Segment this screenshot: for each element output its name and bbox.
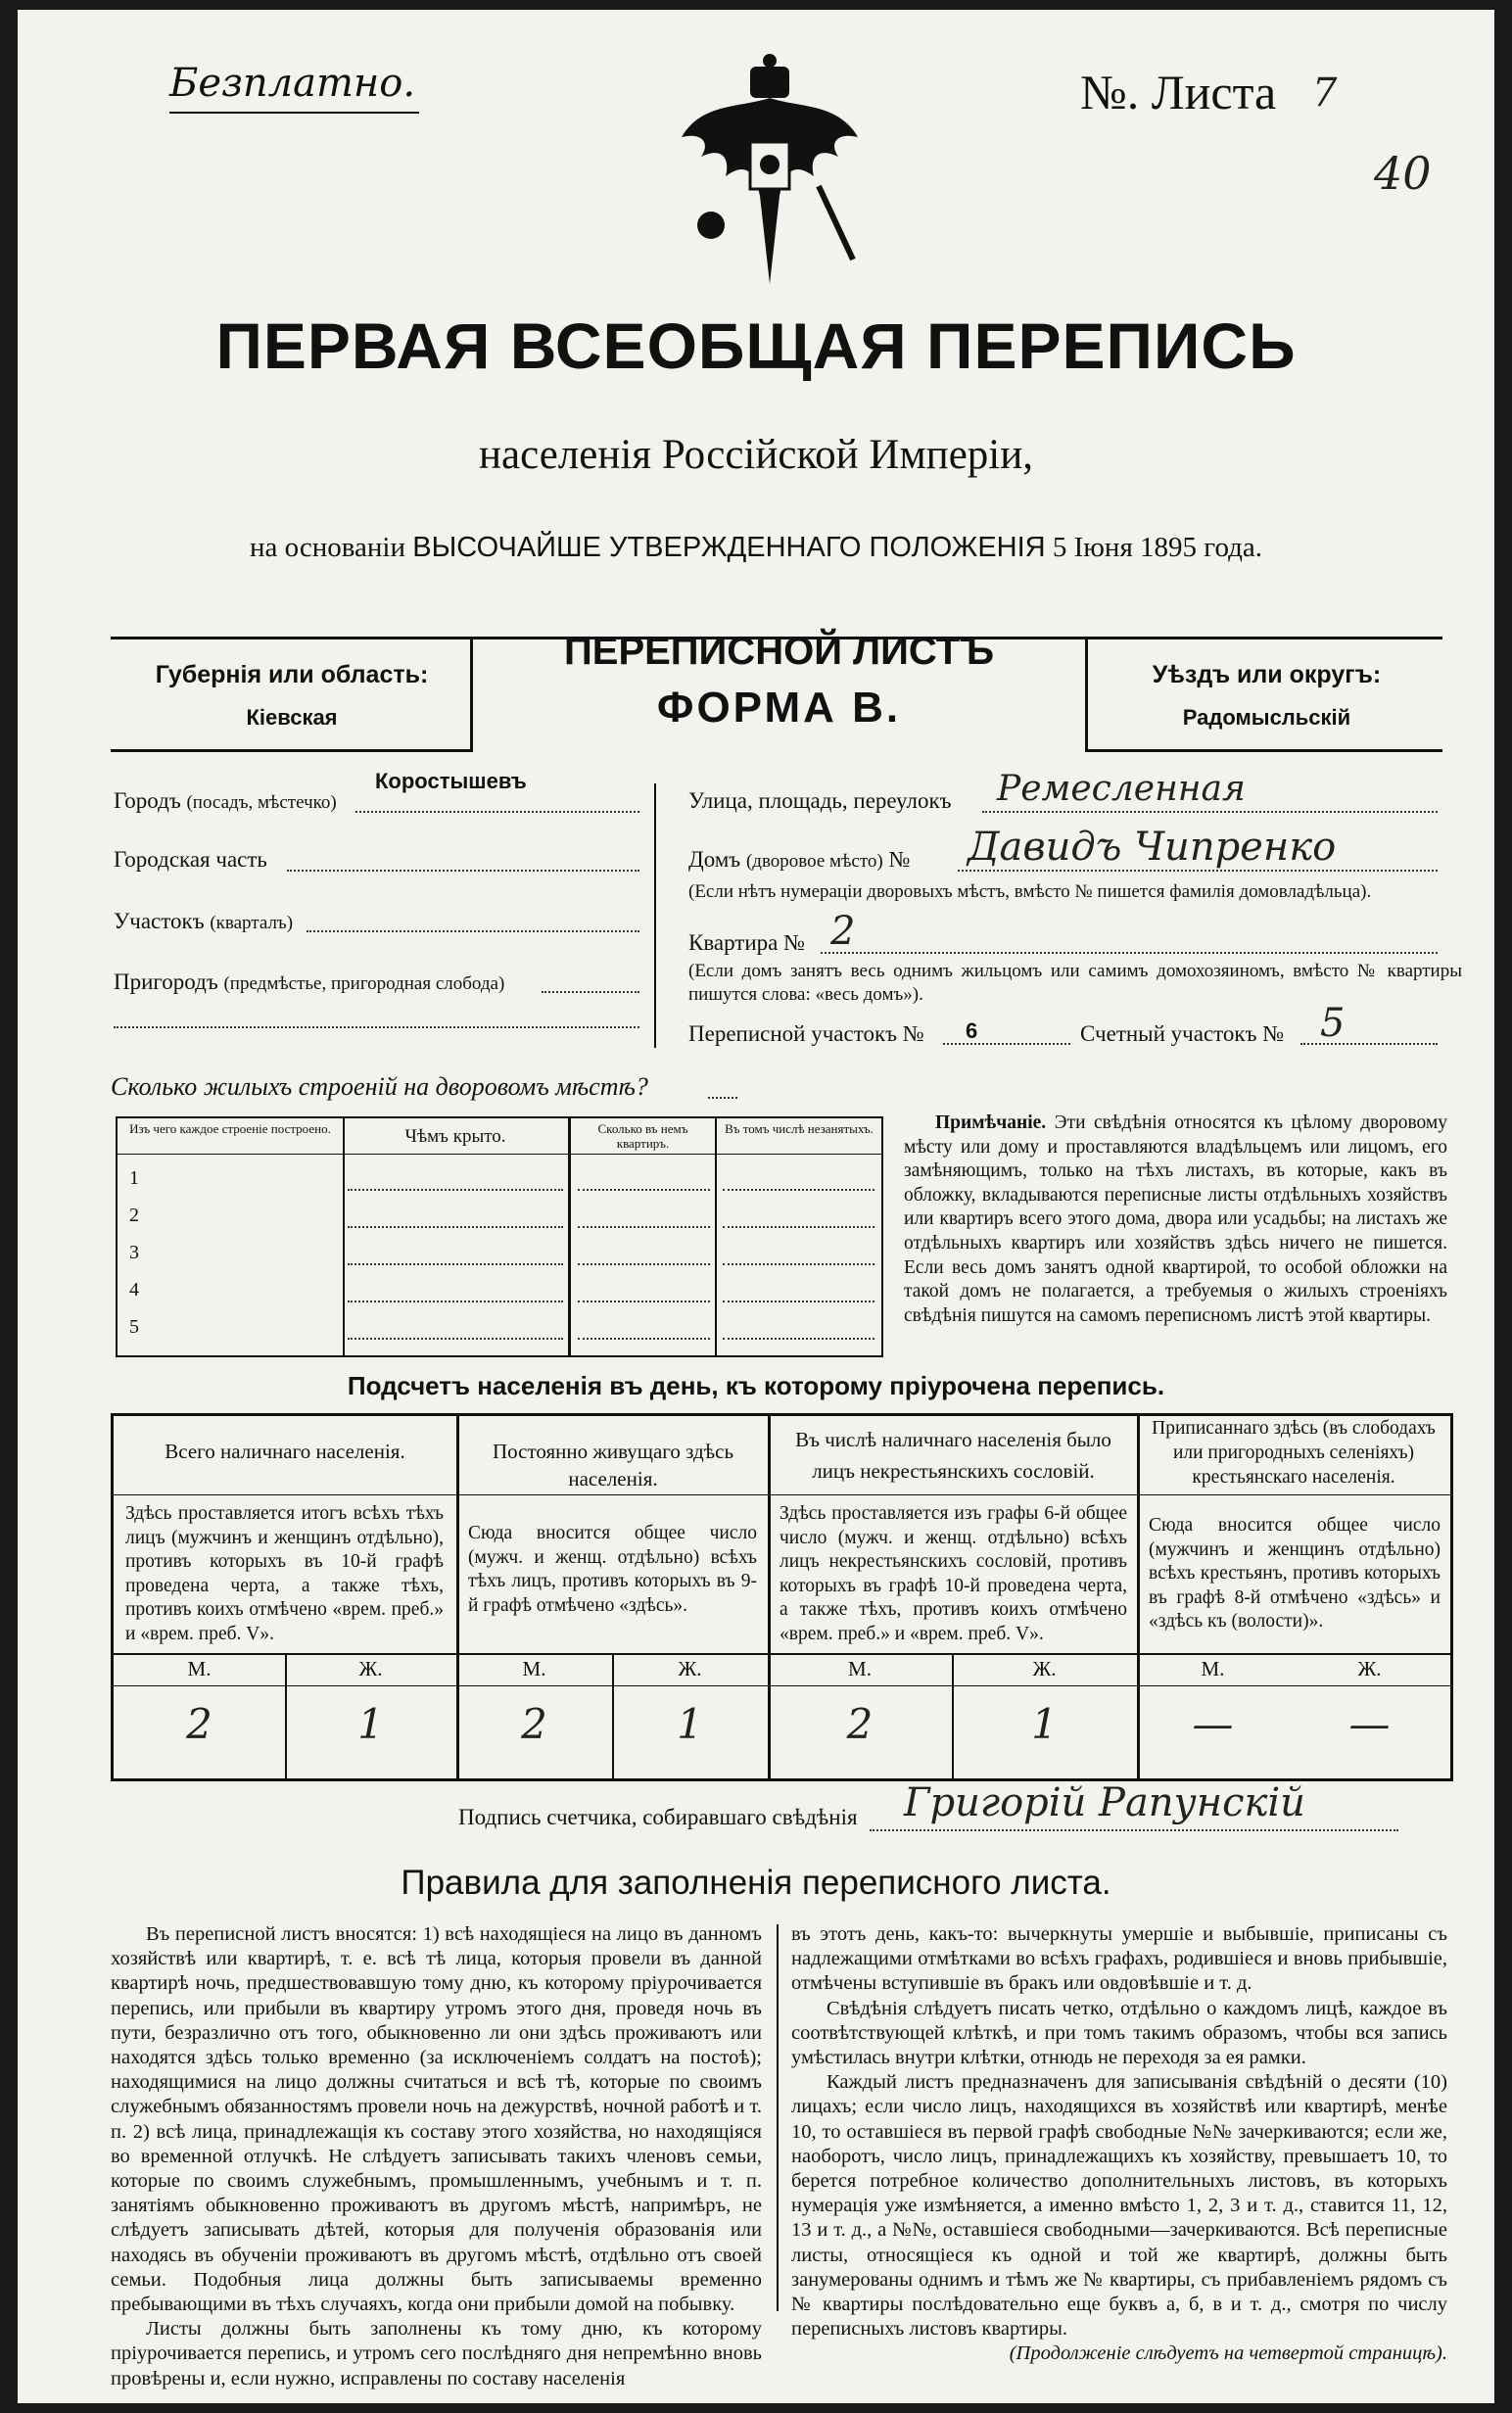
rules-divider [777,1924,779,2311]
decree-date: 5 Іюня 1895 года. [1052,532,1263,563]
document-title: ПЕРВАЯ ВСЕОБЩАЯ ПЕРЕПИСЬ [215,309,1297,382]
rules-right-p2: Свѣдѣнія слѣдуетъ писать четко, отдѣльно о каждомъ лицѣ, каждое въ соотвѣтствующей клѣткѣ, и при томъ такимъ образомъ, чтобы вся запись умѣстилась внутри клѣтки, отнюдь не переходя за ея рамки. [791,1997,1447,2069]
form-title: ПЕРЕПИСНОЙ ЛИСТЪ [564,630,994,673]
province-value: Кіевская [246,705,338,730]
address-divider [654,783,656,1048]
pop-value-perm-m: 2 [521,1700,547,1748]
pop-m-label-3: М. [848,1657,872,1680]
buildings-question: Сколько жилыхъ строеній на дворовомъ мѣстѣ? [111,1072,648,1101]
building-row-5: 5 [129,1316,139,1338]
house-value: Давидъ Чипренко [968,825,1337,870]
rules-left-column [111,1922,762,2391]
signature-value: Григорій Рапунскій [904,1780,1305,1825]
district-label: Уѣздъ или округъ: [1152,661,1382,688]
buildings-question-line [708,1097,737,1099]
count-district-value: 5 [1320,1001,1346,1046]
archive-number: 40 [1374,147,1432,200]
pop-m-label-4: М. [1201,1657,1225,1680]
town-value: Коростышевъ [375,769,527,793]
building-row-4: 4 [129,1279,139,1301]
pop-col2-head: Постоянно живущаго здѣсь населенія. [492,1440,734,1490]
note-text: Эти свѣдѣнія относятся къ цѣлому дворовому мѣсту или дому и проставляются владѣльцемъ или лицомъ, его замѣняющимъ, только на тѣхъ листахъ, въ которые, какъ въ обложку, вкладываются переписные листы отдѣльныхъ хозяйствъ или квартиръ всего этого дома, двора или усадьбы; на листахъ же отдѣльныхъ квартиръ или хозяйствъ здѣсь ничего не пишется. Если весь домъ занятъ одной квартирой, то особой обложки на такой домъ не полагается, а требуемыя о жилыхъ строеніяхъ свѣдѣнія пишутся на самомъ переписномъ листѣ этой квартиры. [904,1112,1448,1326]
sheet-number-label: №. Листа [1080,65,1277,119]
building-row-2: 2 [129,1205,139,1226]
band-right-bottom [1085,749,1442,752]
apartment-line [821,952,1438,954]
pop-col2-desc: Сюда вносится общее число (мужч. и женщ. отдѣльно) всѣхъ тѣхъ лицъ, противъ которыхъ въ 9-й графѣ отмѣчено «здѣсь». [468,1523,757,1616]
district-value: Радомысльскій [1182,705,1351,730]
pop-col1-head: Всего наличнаго населенія. [165,1440,405,1463]
buildings-col-vacant: Въ томъ числѣ незанятыхъ. [725,1121,874,1136]
street-value: Ремесленная [997,769,1246,809]
rules-continued: (Продолженіе слѣдуетъ на четвертой страницѣ). [1009,2342,1447,2365]
pop-value-nonpeasant-m: 2 [846,1700,874,1748]
pop-col4-head: Приписаннаго здѣсь (въ слободахъ или пригородныхъ селеніяхъ) крестьянскаго населенія. [1152,1418,1436,1488]
signature-line [870,1829,1398,1831]
census-district-line [943,1043,1070,1045]
province-label: Губернія или область: [155,661,429,688]
free-label: Безплатно. [169,61,416,106]
pop-f-label-1: Ж. [358,1657,383,1680]
pop-f-label-4: Ж. [1357,1657,1382,1680]
rules-right-p3: Каждый листъ предназначенъ для записыванія свѣдѣній о десяти (10) лицахъ; если число лицъ, находящихся въ хозяйствѣ или квартирѣ, менѣе 10, то оставшіеся въ первой графѣ свободные №№ зачеркиваются; если же, наоборотъ, число лицъ, принадлежащихъ къ хозяйству, превышаетъ 10, то берется потребное количество дополнительныхъ листовъ, въ которыхъ нумерація уже измѣняется, а именно вмѣсто 1, 2, 3 и т. д., ставится 11, 12, 13 и т. д., а №№, оставшіеся свободными—зачеркиваются. Всѣ переписные листы, относящіеся къ одной и той же квартирѣ, должны быть занумерованы однимъ и тѣмъ же № квартиры, съ прибавленіемъ рядомъ съ № квартиры послѣдовательно еще буквъ а, б, в и т. д., смотря по числу переписныхъ листовъ квартиры. [791,2071,1447,2341]
band-left-bottom [111,749,473,752]
pop-value-peasant-m: — [1192,1700,1234,1748]
precinct-label: Участокъ (кварталъ) [114,909,294,933]
buildings-col-roof: Чѣмъ крыто. [404,1126,506,1147]
house-note: (Если нѣтъ нумераціи дворовыхъ мѣстъ, вмѣсто № пишется фамилія домовладѣльца). [688,881,1372,902]
decree-line [18,532,1494,564]
rules-right-p1: въ этотъ день, какъ-то: вычеркнуты умершіе и выбывшіе, приписаны съ надлежащими отмѣтками во всѣхъ графахъ, родившіеся и вновь прибывшіе, отмѣчены вступившіе въ бракъ или овдовѣвшіе и т. д. [791,1923,1447,1995]
document-subtitle: населенія Россійской Имперіи, [479,432,1033,478]
note-paragraph [904,1112,1447,1328]
pop-value-total-f: 1 [357,1700,384,1748]
population-table [111,1413,1453,1781]
street-line [982,811,1438,813]
band-right-divider [1085,637,1088,752]
rules-left-p1: Въ переписной листъ вносятся: 1) всѣ находящіеся на лицо въ данномъ хозяйствѣ или квартирѣ, т. е. всѣ тѣ лица, которыя провели въ данной квартирѣ ночь, предшествовавшую тому дню, къ которому пріурочивается перепись, или прибыли въ квартиру утромъ этого дня, проведя ночь въ пути, безразлично отъ того, обыкновенно ли они здѣсь проживаютъ или находятся здѣсь только временно (за исключеніемъ солдатъ на постоѣ); находящимися на лицо должны считаться и всѣ тѣ, которые по своимъ служебнымъ обязанностямъ провели ночь на дежурствѣ, ночной работѣ и т. п. 2) всѣ лица, принадлежащія къ составу этого хозяйства, но находящіяся во временной отлучкѣ. Не слѣдуетъ записывать такихъ членовъ семьи, которые по своимъ служебнымъ, промышленнымъ, учебнымъ и т. п. занятіямъ обыкновенно проживаютъ въ другомъ мѣстѣ, напримѣръ, не слѣдуетъ записывать дѣтей, которыя для полученія образованія или находясь въ обученіи проживаютъ въ другомъ мѣстѣ, отдѣльно отъ своей семьи. Подобныя лица должны быть записываемы временно пребывающими въ тѣхъ случаяхъ, когда они прибыли домой на побывку. [111,1923,762,2316]
suburb-line-2 [114,1026,639,1028]
buildings-col-material: Изъ чего каждое строеніе построено. [129,1121,331,1136]
house-line [958,870,1438,872]
population-title: Подсчетъ населенія въ день, къ которому пріурочена перепись. [347,1371,1165,1400]
free-underline [169,112,419,114]
decree-prefix: на основаніи [249,532,406,563]
pop-value-total-m: 2 [186,1700,213,1748]
house-label: Домъ (дворовое мѣсто) № [688,847,911,872]
count-district-label: Счетный участокъ № [1080,1021,1285,1046]
pop-m-label-1: М. [187,1657,212,1680]
pop-value-peasant-f: — [1348,1700,1391,1748]
buildings-table [116,1116,883,1357]
pop-value-perm-f: 1 [677,1700,703,1748]
pop-col4-desc: Сюда вносится общее число (мужчинъ и женщинъ отдѣльно) всѣхъ крестьянъ, противъ которыхъ въ графѣ 8-й отмѣчено «здѣсь» и «здѣсь къ (волости)». [1149,1515,1441,1632]
form-type: ФОРМА В. [656,684,902,732]
city-part-label: Городская часть [114,847,267,872]
census-district-label: Переписной участокъ № [688,1021,924,1046]
census-district-value: 6 [966,1018,978,1043]
rules-right-column [791,1922,1447,2367]
buildings-col-apartments: Сколько въ немъ квартиръ. [597,1121,688,1151]
rules-left-p2: Листы должны быть заполнены къ тому дню, къ которому пріурочивается перепись, и утромъ сего послѣдняго дня непремѣнно вновь провѣрены и, если нужно, исправлены по составу населенія [111,2318,762,2389]
pop-value-nonpeasant-f: 1 [1031,1700,1058,1748]
sheet-number-value: 7 [1312,71,1338,116]
decree-caps: ВЫСОЧАЙШЕ УТВЕРЖДЕННАГО ПОЛОЖЕНІЯ [412,532,1046,563]
pop-f-label-3: Ж. [1032,1657,1057,1680]
pop-col1-desc: Здѣсь проставляется итогъ всѣхъ тѣхъ лицъ (мужчинъ и женщинъ отдѣльно), противъ которыхъ въ 10-й графѣ проведена черта, а также тѣхъ, противъ коихъ отмѣчено «врем. преб.» и «врем. преб. V». [125,1503,444,1644]
rules-title: Правила для заполненія переписного листа. [401,1864,1111,1902]
census-sheet [18,10,1494,2403]
suburb-label: Пригородъ (предмѣстье, пригородная слобода) [114,970,505,994]
suburb-line [542,991,639,993]
town-line [355,811,639,813]
apartment-label: Квартира № [688,930,806,955]
note-title: Примѣчаніе. [935,1112,1047,1133]
building-row-3: 3 [129,1242,139,1263]
pop-col3-desc: Здѣсь проставляется изъ графы 6-й общее число (мужч. и женщ. отдѣльно) всѣхъ лицъ некрестьянскихъ сословій, противъ которыхъ въ графѣ 10-й проведена черта, а также тѣхъ, противъ коихъ отмѣчено «врем. преб.» и «врем. преб. V». [780,1503,1127,1644]
signature-label: Подпись счетчика, собиравшаго свѣдѣнія [458,1805,858,1829]
precinct-line [307,930,639,932]
building-row-1: 1 [129,1167,139,1189]
count-district-line [1300,1043,1438,1045]
pop-m-label-2: М. [522,1657,546,1680]
pop-col3-head: Въ числѣ наличнаго населенія было лицъ некрестьянскихъ сословій. [795,1428,1111,1483]
pop-f-label-2: Ж. [678,1657,702,1680]
coat-of-arms-icon [672,49,868,294]
apartment-note: (Если домъ занятъ весь однимъ жильцомъ или самимъ домохозяиномъ, вмѣсто № квартиры пишутся слова: «весь домъ»). [688,961,1462,1005]
city-part-line [287,870,639,872]
apartment-value: 2 [830,909,856,954]
town-label: Городъ (посадъ, мѣстечко) [114,788,337,813]
street-label: Улица, площадь, переулокъ [688,788,952,813]
